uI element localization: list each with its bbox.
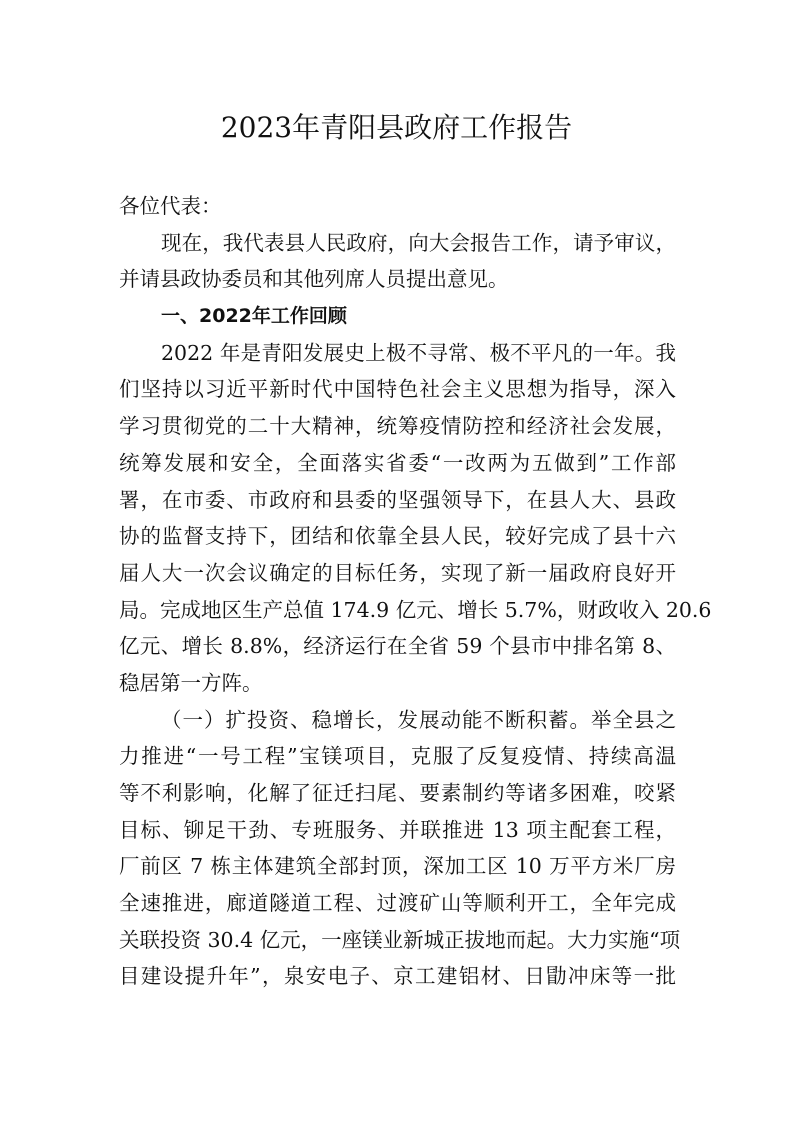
text-line: 2022 年是青阳发展史上极不寻常、极不平凡的一年。我 xyxy=(161,340,676,365)
paragraph-intro xyxy=(119,225,676,298)
section-heading: 一、2022年工作回顾 xyxy=(161,305,347,328)
text-line: 全速推进，廊道隧道工程、过渡矿山等顺利开工，全年完成 xyxy=(119,891,676,916)
paragraph-investment xyxy=(119,702,681,996)
text-line: 关联投资 30.4 亿元，一座镁业新城正拔地而起。大力实施“项 xyxy=(119,927,681,952)
text-line: 并请县政协委员和其他列席人员提出意见。 xyxy=(119,267,509,292)
document-body xyxy=(119,188,712,995)
text-line: 稳居第一方阵。 xyxy=(119,670,263,695)
paragraph-review xyxy=(119,335,712,702)
document-title: 2023年青阳县政府工作报告 xyxy=(220,111,573,144)
salutation: 各位代表： xyxy=(119,194,222,218)
text-line: （一）扩投资、稳增长，发展动能不断积蓄。举全县之 xyxy=(161,707,676,732)
text-line: 亿元、增长 8.8%，经济运行在全省 59 个县市中排名第 8、 xyxy=(119,634,676,659)
text-line: 等不利影响，化解了征迁扫尾、要素制约等诸多困难，咬紧 xyxy=(119,781,676,805)
text-line: 们坚持以习近平新时代中国特色社会主义思想为指导，深入 xyxy=(119,377,676,402)
text-line: 局。完成地区生产总值 174.9 亿元、增长 5.7%，财政收入 20.6 xyxy=(119,597,712,622)
text-line: 目标、铆足干劲、专班服务、并联推进 13 项主配套工程， xyxy=(119,817,676,842)
text-line: 统筹发展和安全，全面落实省委“一改两为五做到”工作部 xyxy=(119,450,676,475)
text-line: 届人大一次会议确定的目标任务，实现了新一届政府良好开 xyxy=(119,560,676,585)
text-line: 目建设提升年”，泉安电子、京工建铝材、日勖冲床等一批 xyxy=(119,964,676,989)
text-line: 协的监督支持下，团结和依靠全县人民，较好完成了县十六 xyxy=(119,524,676,549)
text-line: 署，在市委、市政府和县委的坚强领导下，在县人大、县政 xyxy=(119,487,676,512)
text-line: 现在，我代表县人民政府，向大会报告工作，请予审议， xyxy=(161,230,676,255)
text-line: 厂前区 7 栋主体建筑全部封顶，深加工区 10 万平方米厂房 xyxy=(119,854,676,879)
text-line: 力推进“一号工程”宝镁项目，克服了反复疫情、持续高温 xyxy=(119,744,676,769)
text-line: 学习贯彻党的二十大精神，统筹疫情防控和经济社会发展， xyxy=(119,414,676,439)
